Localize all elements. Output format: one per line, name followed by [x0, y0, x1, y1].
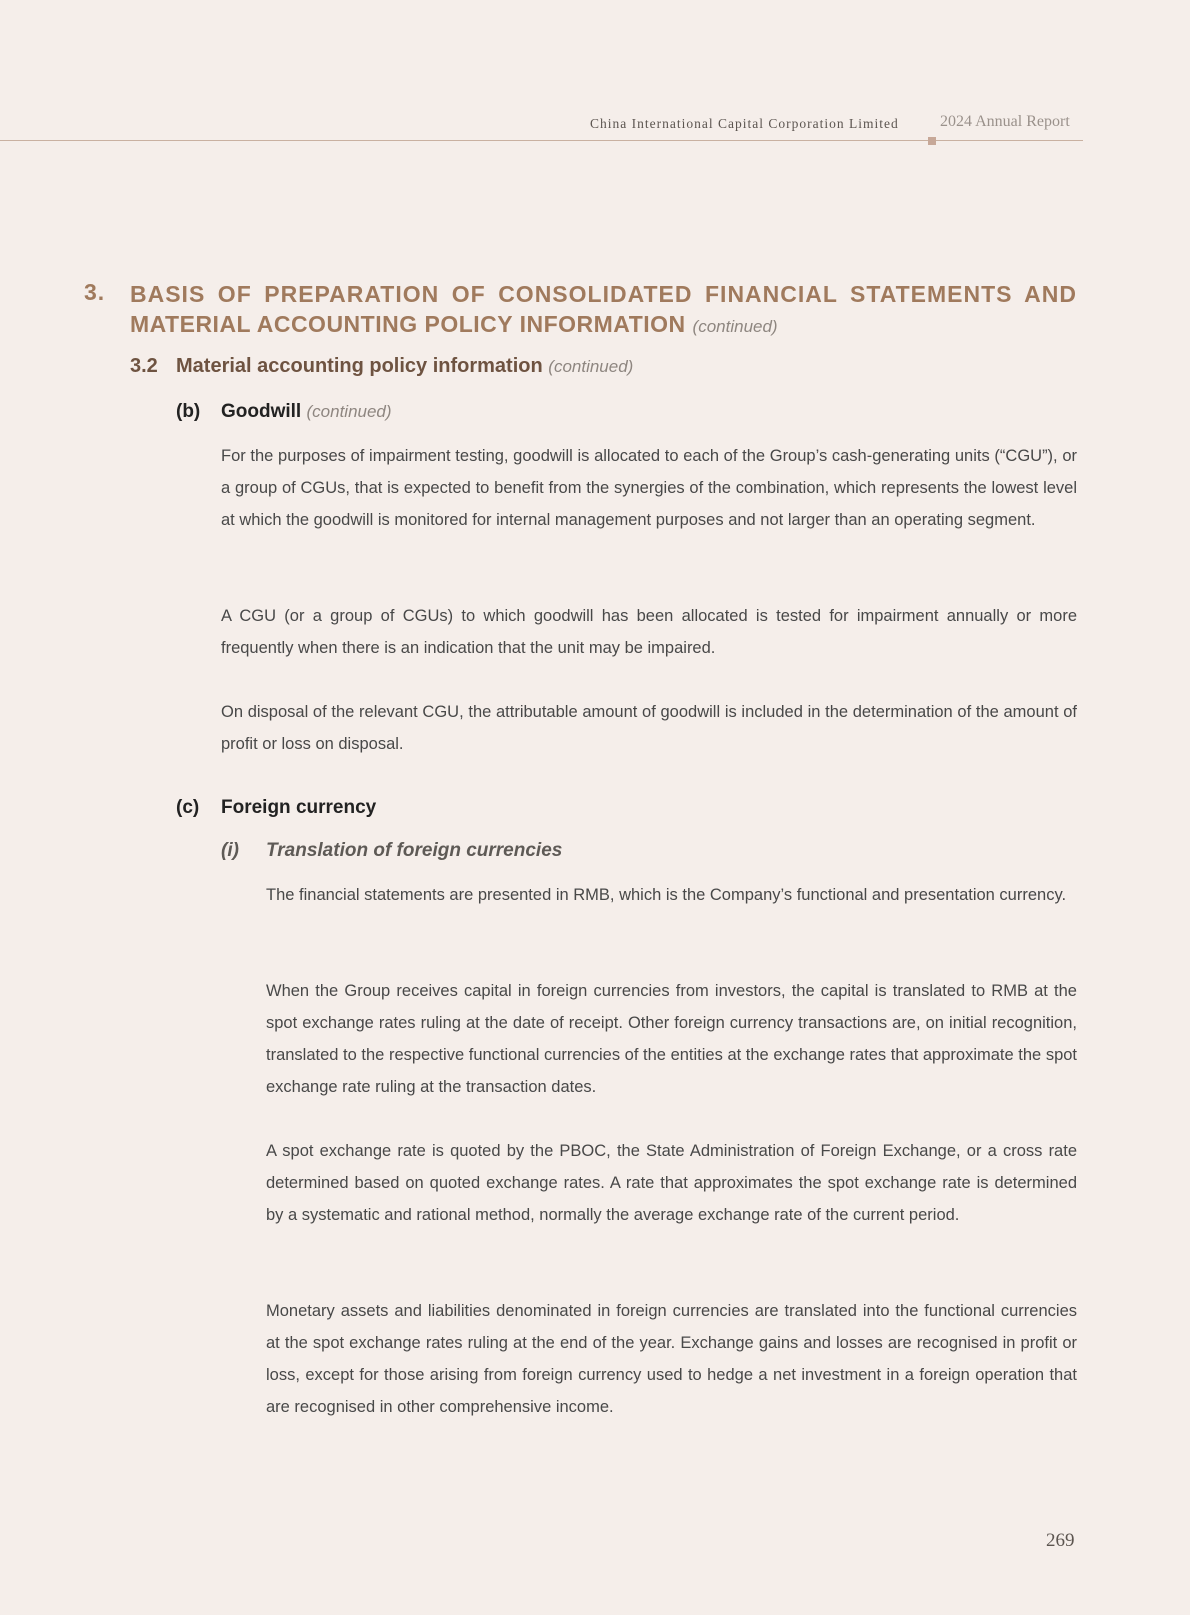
translation-paragraph-1: The financial statements are presented in RMB, which is the Company’s functional and presentation currency.: [266, 886, 1067, 904]
goodwill-paragraph-1: For the purposes of impairment testing, goodwill is allocated to each of the Group’s cash-generating units (“CGU”), or a group of CGUs, that is expected to benefit from the synergies of the combination, which represents the lowest level at which the goodwill is monitored for internal management purposes and not larger than an operating segment.: [221, 447, 1077, 529]
goodwill-paragraph-2: A CGU (or a group of CGUs) to which goodwill has been allocated is tested for impairment annually or more frequently when there is an indication that the unit may be impaired.: [221, 607, 1077, 657]
goodwill-paragraph-3: On disposal of the relevant CGU, the attributable amount of goodwill is included in the determination of the amount of profit or loss on disposal.: [221, 703, 1077, 753]
section-title-text: MATERIAL ACCOUNTING POLICY INFORMATION: [130, 311, 686, 337]
goodwill-continued: (continued): [306, 402, 392, 421]
subsection-number: 3.2: [130, 355, 158, 377]
header-rule: [0, 140, 1083, 141]
section-number: 3.: [84, 279, 106, 305]
goodwill-title: Goodwill: [221, 401, 302, 422]
translation-paragraph-3: A spot exchange rate is quoted by the PBOC, the State Administration of Foreign Exchange, or a cross rate determined based on quoted exchange rates. A rate that approximates the spot exchange rate is determined by a systematic and rational method, normally the average exchange rate of the current period.: [266, 1142, 1077, 1224]
subsection-title-text: Material accounting policy information: [176, 355, 543, 377]
header-report-title: 2024 Annual Report: [940, 113, 1070, 130]
translation-paragraph-4: Monetary assets and liabilities denominated in foreign currencies are translated into the functional currencies at the spot exchange rates ruling at the end of the year. Exchange gains and losses are recognised in profit or loss, except for those arising from foreign currency used to hedge a net investment in a foreign operation that are recognised in other comprehensive income.: [266, 1302, 1077, 1416]
page-number: 269: [1046, 1530, 1075, 1551]
goodwill-heading: [221, 401, 392, 423]
subsection-title: [176, 355, 633, 378]
translation-title: Translation of foreign currencies: [266, 840, 563, 861]
section-title-line1: BASIS OF PREPARATION OF CONSOLIDATED FINANCIAL STATEMENTS AND: [130, 281, 1077, 307]
goodwill-label: (b): [176, 401, 201, 422]
section-title-line2: [130, 309, 778, 342]
foreign-currency-title: Foreign currency: [221, 797, 377, 818]
section-continued: (continued): [692, 317, 778, 336]
header-company-name: China International Capital Corporation Limited: [590, 116, 899, 131]
foreign-currency-label: (c): [176, 797, 200, 818]
header-marker: [928, 137, 936, 145]
subsection-continued: (continued): [548, 357, 634, 376]
translation-paragraph-2: When the Group receives capital in foreign currencies from investors, the capital is translated to RMB at the spot exchange rates ruling at the date of receipt. Other foreign currency transactions are, on initial recognition, translated to the respective functional currencies of the entities at the exchange rates that approximate the spot exchange rate ruling at the transaction dates.: [266, 982, 1077, 1096]
translation-label: (i): [221, 840, 239, 861]
